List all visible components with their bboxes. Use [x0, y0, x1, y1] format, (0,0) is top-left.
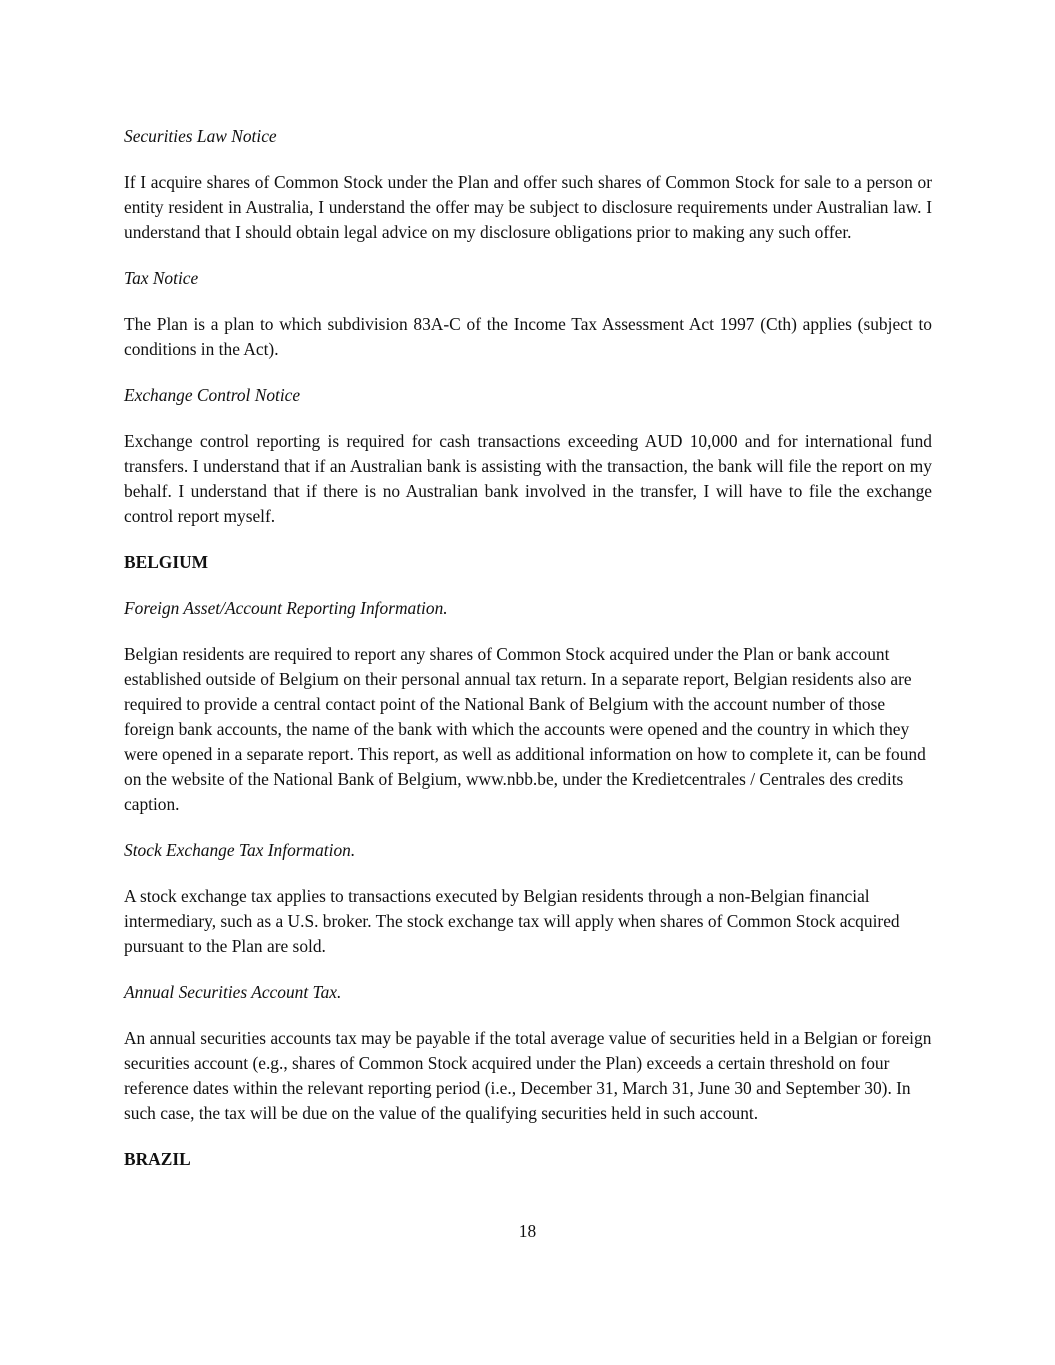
exchange-control-notice-heading: Exchange Control Notice — [124, 385, 301, 405]
foreign-asset-reporting-heading: Foreign Asset/Account Reporting Information. — [124, 598, 448, 618]
tax-notice-text: The Plan is a plan to which subdivision 83A-C of the Income Tax Assessment Act 1997 (Cth) applies (subject to conditions in the Act). — [124, 314, 932, 359]
page-number: 18 — [518, 1221, 537, 1241]
annual-securities-account-tax-text: An annual securities accounts tax may be payable if the total average value of securities held in a Belgian or foreign securities account (e.g., shares of Common Stock acquired under the Plan) exceeds a certain threshold on four reference dates within the relevant reporting period (i.e., December 31, March 31, June 30 and September 30). In such case, the tax will be due on the value of the qualifying securities held in such account. — [124, 1028, 932, 1123]
securities-law-notice-heading: Securities Law Notice — [124, 126, 277, 146]
foreign-asset-reporting-text: Belgian residents are required to report any shares of Common Stock acquired under the Plan or bank account established outside of Belgium on their personal annual tax return. In a separate report, Belgian residents also are required to provide a central contact point of the National Bank of Belgium with the account number of those foreign bank accounts, the name of the bank with which the accounts were opened and the country in which they were opened in a separate report. This report, as well as additional information on how to complete it, can be found on the website of the National Bank of Belgium, www.nbb.be, under the Kredietcentrales / Centrales des credits caption. — [124, 644, 926, 814]
annual-securities-account-tax-heading: Annual Securities Account Tax. — [124, 982, 342, 1002]
brazil-heading: BRAZIL — [124, 1149, 191, 1169]
belgium-heading: BELGIUM — [124, 552, 209, 572]
document-page — [124, 124, 932, 1172]
stock-exchange-tax-heading: Stock Exchange Tax Information. — [124, 840, 356, 860]
securities-law-notice-text: If I acquire shares of Common Stock under the Plan and offer such shares of Common Stock for sale to a person or entity resident in Australia, I understand the offer may be subject to disclosure requirements under Australian law. I understand that I should obtain legal advice on my disclosure obligations prior to making any such offer. — [124, 172, 932, 242]
stock-exchange-tax-text: A stock exchange tax applies to transactions executed by Belgian residents through a non-Belgian financial intermediary, such as a U.S. broker. The stock exchange tax will apply when shares of Common Stock acquired pursuant to the Plan are sold. — [124, 886, 900, 956]
tax-notice-heading: Tax Notice — [124, 268, 199, 288]
exchange-control-notice-text: Exchange control reporting is required for cash transactions exceeding AUD 10,000 and for international fund transfers. I understand that if an Australian bank is assisting with the transaction, the bank will file the report on my behalf. I understand that if there is no Australian bank involved in the transfer, I will have to file the exchange control report myself. — [124, 431, 932, 526]
